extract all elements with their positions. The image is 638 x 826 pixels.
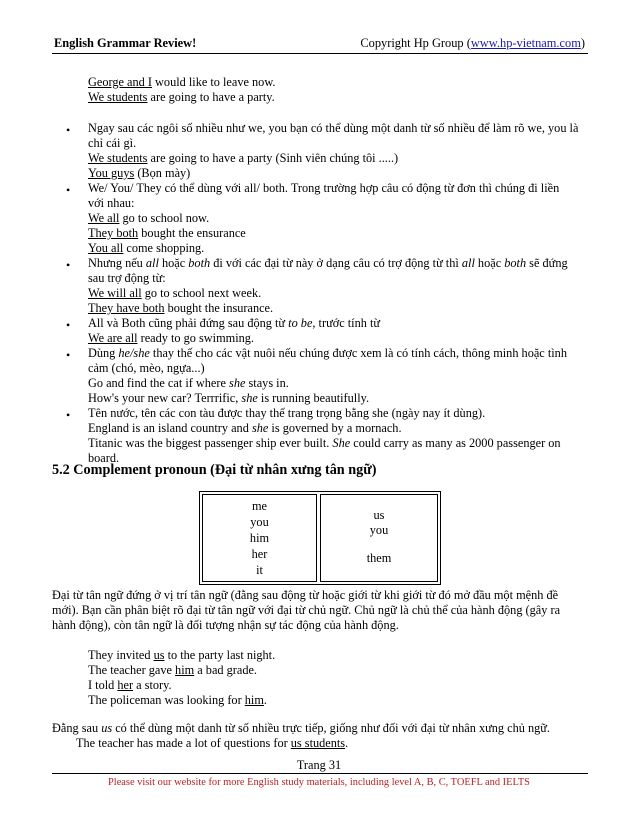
example-line: board. bbox=[88, 451, 120, 465]
footer-divider bbox=[52, 773, 588, 774]
header-title: English Grammar Review! bbox=[54, 36, 197, 50]
bullet-text: Ngay sau các ngôi số nhiều như we, you bạn có thể dùng một danh từ số nhiều để làm rõ we, you là bbox=[88, 121, 579, 135]
section-heading: 5.2 Complement pronoun (Đại từ nhân xưng tân ngữ) bbox=[52, 462, 377, 478]
bullet-text: chỉ cái gì. bbox=[88, 136, 137, 150]
header-divider bbox=[52, 53, 588, 54]
table-cell: me bbox=[251, 499, 268, 513]
footer-note: Please visit our website for more English study materials, including level A, B, C, TOEFL and IELTS bbox=[108, 777, 530, 788]
bullet-icon: • bbox=[66, 258, 71, 272]
example-line: Titanic was the biggest passenger ship ever built. She could carry as many as 2000 passenger on bbox=[88, 436, 561, 450]
example-line: We are all ready to go swimming. bbox=[88, 331, 254, 345]
example-line: They both bought the ensurance bbox=[88, 226, 246, 240]
bullet-icon: • bbox=[66, 123, 71, 137]
bullet-text: với nhau: bbox=[88, 196, 135, 210]
bullet-icon: • bbox=[66, 348, 71, 362]
example-line: They invited us to the party last night. bbox=[88, 648, 276, 662]
bullet-text: Dùng he/she thay thế cho các vật nuôi nếu chúng được xem là có tính cách, thông minh hoặc tình bbox=[88, 346, 567, 360]
paragraph-line: Đại từ tân ngữ đứng ở vị trí tân ngữ (đằng sau động từ hoặc giới từ khi giới từ đó mở đầu một mệnh đề bbox=[52, 588, 559, 602]
example-line: The policeman was looking for him. bbox=[88, 693, 267, 707]
table-cell: you bbox=[250, 515, 269, 529]
example-line: We students are going to have a party (Sinh viên chúng tôi .....) bbox=[88, 151, 399, 165]
bullet-icon: • bbox=[66, 408, 71, 422]
table-cell: it bbox=[256, 563, 263, 577]
example-line: You guys (Bọn mày) bbox=[88, 166, 191, 180]
header-copyright: Copyright Hp Group (www.hp-vietnam.com) bbox=[360, 36, 585, 50]
example-line: I told her a story. bbox=[88, 678, 172, 692]
bullet-text: Nhưng nếu all hoặc both đi với các đại từ này ở dạng câu có trợ động từ thì all hoặc both sẽ đứng bbox=[88, 256, 568, 270]
table-cell: them bbox=[366, 551, 392, 565]
example-line: We will all go to school next week. bbox=[88, 286, 262, 300]
bullet-text: Tên nước, tên các con tàu được thay thế trang trọng bằng she (ngày nay ít dùng). bbox=[88, 406, 486, 420]
website-link[interactable]: www.hp-vietnam.com bbox=[470, 36, 581, 50]
page-number: Trang 31 bbox=[296, 758, 342, 772]
bullet-icon: • bbox=[66, 183, 71, 197]
example-line: We students are going to have a party. bbox=[88, 90, 275, 104]
example-line: The teacher gave him a bad grade. bbox=[88, 663, 258, 677]
bullet-text: All và Both cũng phải đứng sau động từ to be, trước tính từ bbox=[88, 316, 381, 330]
plural-column bbox=[320, 494, 438, 582]
bullet-text: sau trợ động từ: bbox=[88, 271, 166, 285]
example-line: George and I would like to leave now. bbox=[88, 75, 276, 89]
table-cell: her bbox=[251, 547, 268, 561]
example-line: How's your new car? Terrrific, she is running beautifully. bbox=[88, 391, 370, 405]
example-line: We all go to school now. bbox=[88, 211, 210, 225]
pronoun-table bbox=[199, 491, 441, 585]
example-line: England is an island country and she is governed by a mornach. bbox=[88, 421, 402, 435]
bullet-text: cảm (chó, mèo, ngựa...) bbox=[88, 361, 205, 375]
example-line: They have both bought the insurance. bbox=[88, 301, 274, 315]
paragraph-line: mới). Bạn cần phân biệt rõ đại từ tân ngữ với đại từ chủ ngữ. Chủ ngữ là chủ thể của hành động (gây ra bbox=[52, 603, 561, 617]
paragraph-line: Đằng sau us có thể dùng một danh từ số nhiều trực tiếp, giống như đối với đại từ nhân xưng chủ ngữ. bbox=[52, 721, 551, 735]
table-cell: us bbox=[373, 508, 385, 522]
example-line: You all come shopping. bbox=[88, 241, 205, 255]
table-cell: him bbox=[249, 531, 270, 545]
paragraph-line: hành động), còn tân ngữ là đối tượng nhận sự tác động của hành động. bbox=[52, 618, 399, 632]
example-line: Go and find the cat if where she stays in. bbox=[88, 376, 289, 390]
table-cell: you bbox=[369, 523, 389, 537]
bullet-icon: • bbox=[66, 318, 71, 332]
example-line: The teacher has made a lot of questions for us students. bbox=[76, 736, 349, 750]
singular-column bbox=[202, 494, 317, 582]
bullet-text: We/ You/ They có thể dùng với all/ both. Trong trường hợp câu có động từ đơn thì chúng đi liền bbox=[88, 181, 560, 195]
